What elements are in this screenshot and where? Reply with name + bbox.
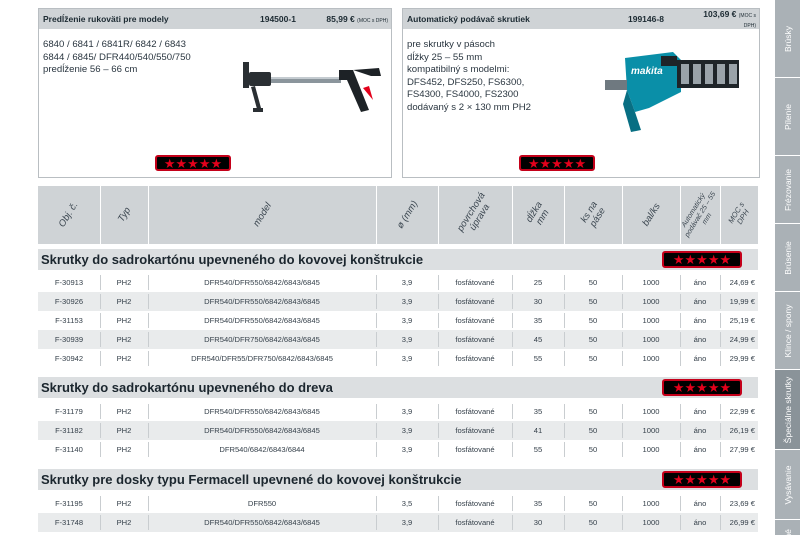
cell-per-strip: 50 [588,316,598,325]
cell-diameter: 3,9 [401,335,413,344]
col-auto-feeder: Automatický podávač 25 – 55 mm [680,186,721,244]
cell-model: DFR540/DFR55/DFR750/6842/6843/6845 [191,354,333,363]
cell-price: 26,99 € [729,518,755,527]
cell-order-no: F-31140 [55,445,83,454]
sidebar-tab-other[interactable]: Iné [782,529,793,541]
cell-price: 25,19 € [729,316,755,325]
cell-per-strip: 50 [588,278,598,287]
cell-pack: 1000 [642,335,660,344]
product-card-screw-feeder [402,8,760,178]
cell-model: DFR540/DFR550/6842/6843/6845 [204,297,320,306]
cell-model: DFR540/DFR550/6842/6843/6845 [204,518,320,527]
rating-stars: ★★★★★ [662,379,742,396]
product-card-extension [38,8,392,178]
card-line: FS4300, FS4000, FS2300 [407,89,519,100]
table-row [38,330,758,349]
cell-type: PH2 [116,499,132,508]
cell-model: DFR540/DFR550/6842/6843/6845 [204,278,320,287]
cell-auto-feeder: áno [693,278,707,287]
rating-stars: ★★★★★ [519,155,595,171]
cell-model: DFR540/DFR550/6842/6843/6845 [204,426,320,435]
card-price: 103,69 € (MOC s DPH) [703,9,756,29]
section-title: Skrutky do sadrokartónu upevneného do dreva [41,380,333,395]
cell-length: 35 [533,499,543,508]
cell-pack: 1000 [642,518,660,527]
cell-order-no: F-31195 [55,499,83,508]
cell-diameter: 3,9 [401,297,413,306]
cell-order-no: F-31748 [54,518,84,527]
cell-price: 27,99 € [729,445,755,454]
section-header-metal [38,249,758,270]
cell-per-strip: 50 [588,354,598,363]
cell-per-strip: 50 [588,407,598,416]
card-code: 199146-8 [628,14,664,24]
cell-length: 55 [533,445,543,454]
sidebar-tab-milling[interactable]: Frézovanie [775,156,800,224]
col-diameter: ø (mm) [376,186,439,244]
cell-type: PH2 [116,445,132,454]
section-title: Skrutky do sadrokartónu upevneného do kovovej konštrukcie [41,252,424,267]
cell-surface: fosfátované [455,407,495,416]
cell-surface: fosfátované [455,445,495,454]
cell-length: 45 [533,335,543,344]
cell-price: 26,19 € [729,426,755,435]
cell-auto-feeder: áno [693,297,707,306]
cell-pack: 1000 [642,354,660,363]
cell-model: DFR550 [247,499,277,508]
cell-pack: 1000 [642,499,660,508]
cell-type: PH2 [116,316,132,325]
card-line: pre skrutky v pásoch [407,39,495,50]
sidebar-tab-vacuuming[interactable]: Vysávanie [775,450,800,520]
table-row [38,494,758,513]
cell-surface: fosfátované [455,518,495,527]
cell-length: 35 [533,316,543,325]
cell-pack: 1000 [642,316,660,325]
svg-text:makita: makita [631,66,663,77]
cell-length: 30 [533,518,543,527]
cell-length: 30 [533,297,543,306]
cell-type: PH2 [116,354,132,363]
cell-per-strip: 50 [588,297,598,306]
cell-per-strip: 50 [588,426,598,435]
cell-surface: fosfátované [455,316,495,325]
cell-price: 24,99 € [729,335,755,344]
cell-pack: 1000 [642,297,660,306]
cell-length: 55 [533,354,543,363]
col-length: dĺžka mm [512,186,565,244]
cell-model: DFR540/6842/6843/6844 [219,445,305,454]
cell-price: 23,69 € [729,499,755,508]
card-line: DFS452, DFS250, FS6300, [407,76,525,88]
cell-diameter: 3,9 [401,278,413,287]
rating-stars: ★★★★★ [662,251,742,268]
cell-length: 35 [533,407,543,416]
cell-surface: fosfátované [455,278,495,287]
cell-length: 41 [533,426,543,435]
cell-auto-feeder: áno [693,426,707,435]
cell-diameter: 3,9 [401,354,413,363]
cell-surface: fosfátované [455,297,495,306]
col-order-no: Obj. č. [56,200,81,230]
sidebar-tab-nails[interactable]: Klince / spony [775,292,800,370]
cell-per-strip: 50 [588,518,598,527]
card-title: Predĺženie rukoväti pre modely [43,14,169,24]
cell-price: 24,69 € [729,278,755,287]
section-header-wood [38,377,758,398]
cell-type: PH2 [116,518,132,527]
col-per-strip: ks na páse [564,186,623,244]
cell-order-no: F-31182 [55,426,83,435]
card-line: dĺžky 25 – 55 mm [407,51,483,63]
table-row [38,421,758,440]
card-line: kompatibilný s modelmi: [407,64,510,75]
cell-surface: fosfátované [455,335,495,344]
cell-order-no: F-30939 [54,335,84,344]
card-line: 6844 / 6845/ DFR440/540/550/750 [43,51,191,63]
section-header-fermacell [38,469,758,490]
col-price: MOC s DPH [720,186,759,244]
cell-per-strip: 50 [588,335,598,344]
sidebar-tab-grinders[interactable]: Brúsky [775,0,800,78]
cell-diameter: 3,9 [401,426,413,435]
cell-type: PH2 [116,278,132,287]
cell-diameter: 3,9 [401,518,413,527]
cell-model: DFR540/DFR750/6842/6843/6845 [204,335,320,344]
cell-order-no: F-30913 [54,278,84,287]
cell-surface: fosfátované [455,354,495,363]
section-title: Skrutky pre dosky typu Fermacell upevnené do kovovej konštrukcie [41,472,462,487]
col-type: Typ [100,186,149,244]
cell-pack: 1000 [642,407,660,416]
cell-auto-feeder: áno [693,335,707,344]
cell-per-strip: 50 [588,445,598,454]
cell-pack: 1000 [642,426,660,435]
cell-price: 29,99 € [729,354,755,363]
rating-stars: ★★★★★ [662,471,742,488]
rating-stars: ★★★★★ [155,155,231,171]
sidebar-tab-special-screws[interactable]: Špeciálne skrutky [775,370,800,450]
cell-surface: fosfátované [455,426,495,435]
cell-auto-feeder: áno [693,354,707,363]
table-header [38,186,758,244]
cell-order-no: F-30926 [54,297,84,306]
card-line: 6840 / 6841 / 6841R/ 6842 / 6843 [43,39,186,50]
cell-order-no: F-31153 [55,316,83,325]
cell-auto-feeder: áno [693,407,707,416]
cell-price: 22,99 € [729,407,755,416]
cell-diameter: 3,9 [401,407,413,416]
cell-auto-feeder: áno [693,518,707,527]
cell-surface: fosfátované [455,499,495,508]
cell-model: DFR540/DFR550/6842/6843/6845 [204,407,320,416]
card-line: dodávaný s 2 × 130 mm PH2 [407,101,531,113]
cell-price: 19,99 € [729,297,755,306]
table-row [38,273,758,292]
cell-auto-feeder: áno [693,445,707,454]
cell-order-no: F-30942 [54,354,84,363]
card-title: Automatický podávač skrutiek [407,14,530,24]
cell-pack: 1000 [642,445,660,454]
table-row [38,513,758,532]
cell-diameter: 3,9 [401,445,413,454]
table-row [38,349,758,368]
cell-pack: 1000 [642,278,660,287]
cell-auto-feeder: áno [693,316,707,325]
sidebar-tab-sawing[interactable]: Pílenie [775,78,800,156]
cell-diameter: 3,5 [401,499,413,508]
card-line: predĺženie 56 – 66 cm [43,64,138,75]
cell-per-strip: 50 [588,499,598,508]
table-row [38,311,758,330]
card-header [39,9,391,29]
cell-type: PH2 [116,426,132,435]
cell-type: PH2 [116,297,132,306]
cell-order-no: F-31179 [55,407,83,416]
col-model: model [148,186,377,244]
table-row [38,440,758,459]
sidebar-tab-sanding[interactable]: Brúsenie [775,224,800,292]
card-code: 194500-1 [260,14,296,24]
col-pack: bal/ks [622,186,681,244]
cell-type: PH2 [116,335,132,344]
cell-type: PH2 [116,407,132,416]
cell-model: DFR540/DFR550/6842/6843/6845 [204,316,320,325]
cell-auto-feeder: áno [693,499,707,508]
cell-length: 25 [533,278,543,287]
col-surface: povrchová úprava [438,186,513,244]
card-price: 85,99 € (MOC s DPH) [326,14,388,24]
cell-diameter: 3,9 [401,316,413,325]
screw-feeder-icon [601,30,759,177]
extension-handle-icon [231,30,391,177]
table-row [38,292,758,311]
card-header [403,9,759,29]
table-row [38,402,758,421]
category-sidebar [775,0,800,541]
